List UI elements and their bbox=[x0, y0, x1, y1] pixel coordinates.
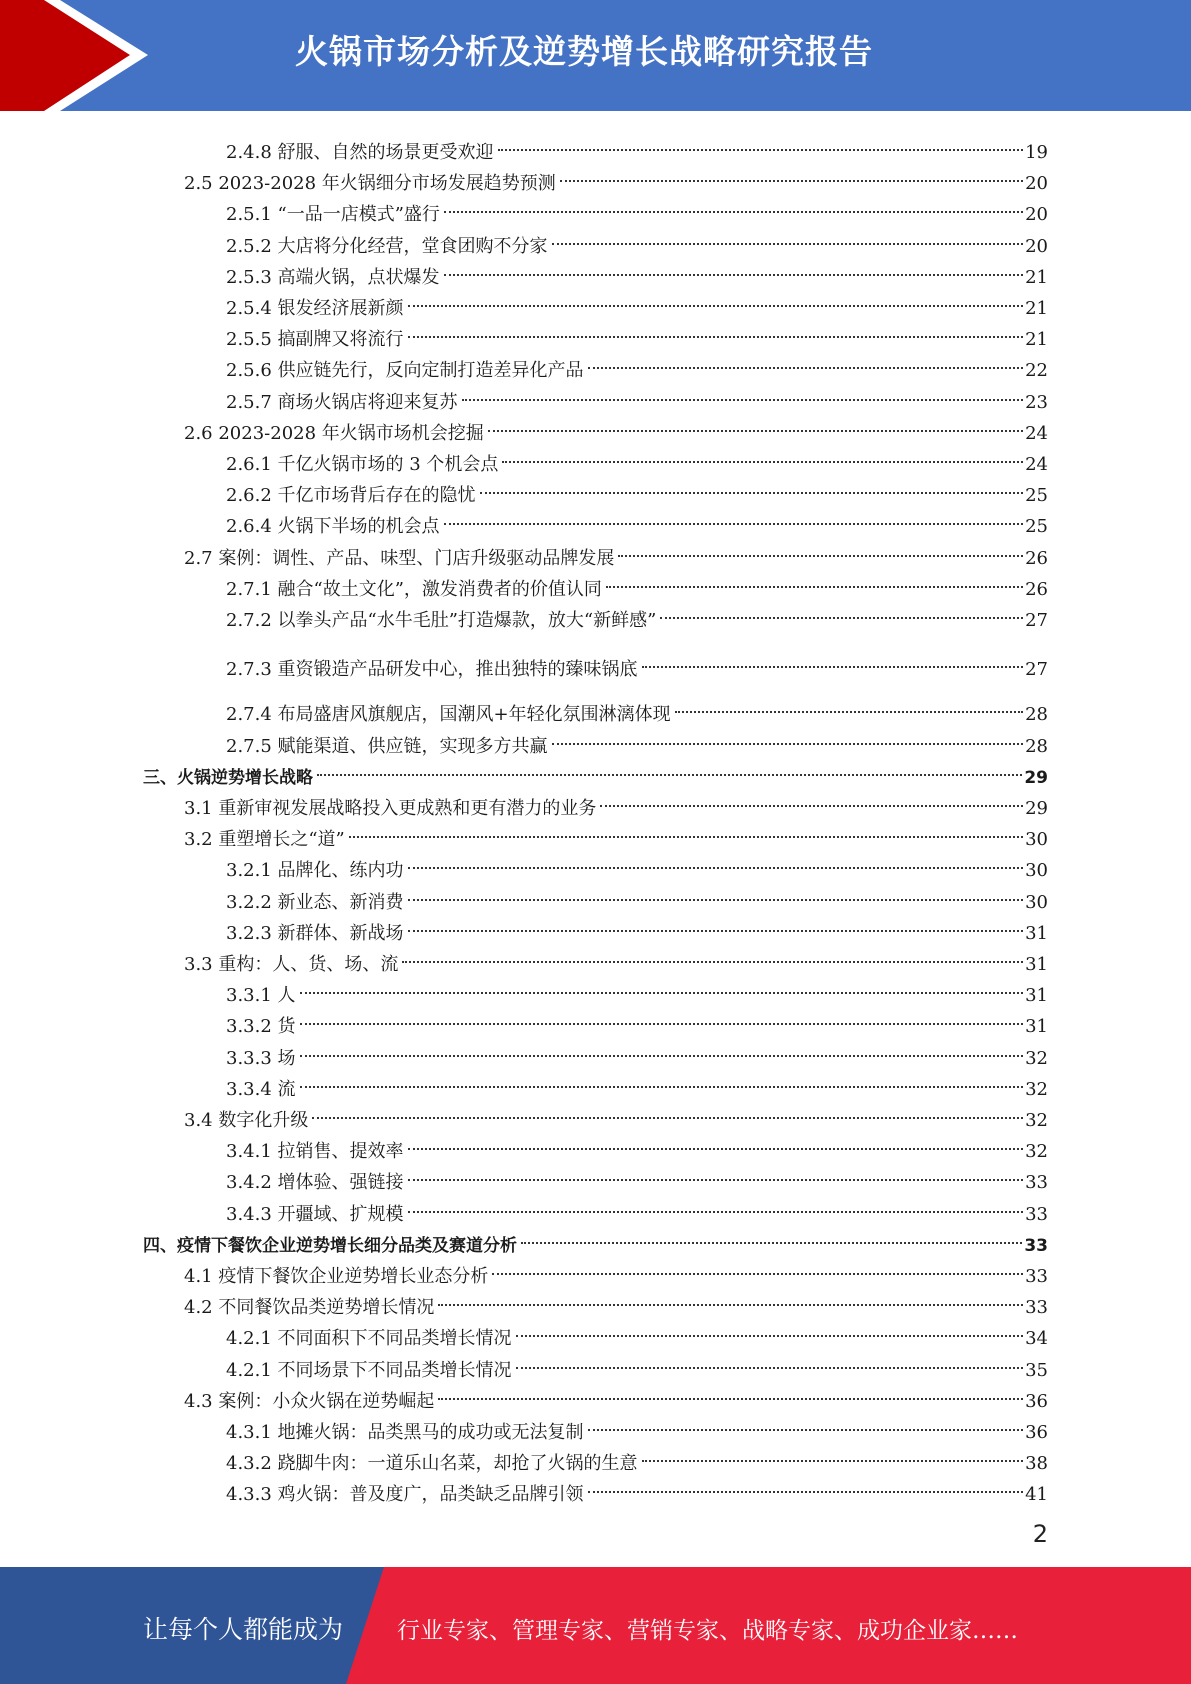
toc-entry[interactable] bbox=[226, 1410, 1048, 1443]
toc-entry-title: 四、疫情下餐饮企业逆势增长细分品类及赛道分析 bbox=[143, 1235, 517, 1256]
footer-slogan-right: 行业专家、管理专家、营销专家、战略专家、成功企业家…… bbox=[397, 1618, 1018, 1644]
toc-dot-leader bbox=[552, 217, 1024, 245]
toc-dot-leader bbox=[300, 1060, 1024, 1088]
toc-dot-leader bbox=[588, 341, 1024, 369]
toc-entry-title: 3.4.2 增体验、强链接 bbox=[226, 1172, 404, 1194]
toc-entry-page: 28 bbox=[1025, 735, 1048, 757]
toc-entry-title: 4.2 不同餐饮品类逆势增长情况 bbox=[184, 1297, 435, 1319]
toc-dot-leader bbox=[317, 748, 1022, 776]
toc-entry-page: 19 bbox=[1025, 142, 1048, 163]
toc-entry-title: 3.2.1 品牌化、练内功 bbox=[226, 860, 404, 882]
toc-entry-title: 4.2.1 不同场景下不同品类增长情况 bbox=[226, 1359, 512, 1381]
toc-entry-page: 33 bbox=[1025, 1203, 1048, 1225]
toc-entry[interactable] bbox=[226, 286, 1048, 319]
toc-entry-page: 32 bbox=[1025, 1047, 1048, 1069]
toc-entry[interactable] bbox=[226, 1067, 1048, 1100]
toc-entry-page: 26 bbox=[1025, 547, 1048, 569]
toc-dot-leader bbox=[642, 640, 1024, 668]
toc-entry-page: 30 bbox=[1025, 891, 1048, 913]
toc-entry[interactable] bbox=[226, 848, 1048, 882]
toc-entry-page: 35 bbox=[1025, 1359, 1048, 1381]
toc-entry-page: 32 bbox=[1025, 1141, 1048, 1163]
toc-entry-page: 20 bbox=[1025, 173, 1048, 195]
toc-entry-title: 3.1 重新审视发展战略投入更成熟和更有潜力的业务 bbox=[184, 798, 597, 819]
toc-dot-leader bbox=[502, 435, 1023, 463]
toc-entry-title: 2.7.3 重资锻造产品研发中心，推出独特的臻味锅底 bbox=[226, 659, 638, 681]
toc-entry-title: 2.5.2 大店将分化经营，堂食团购不分家 bbox=[226, 235, 548, 257]
toc-entry-page: 41 bbox=[1025, 1484, 1048, 1506]
toc-entry[interactable] bbox=[143, 755, 1048, 788]
toc-dot-leader bbox=[606, 560, 1023, 588]
toc-dot-leader bbox=[300, 1029, 1024, 1057]
toc-entry[interactable] bbox=[226, 473, 1048, 507]
toc-entry-title: 3.3 重构：人、货、场、流 bbox=[184, 954, 399, 975]
toc-entry-title: 3.2.2 新业态、新消费 bbox=[226, 891, 404, 913]
toc-entry-title: 3.2 重塑增长之“道” bbox=[184, 829, 345, 851]
toc-entry[interactable] bbox=[226, 1192, 1048, 1225]
toc-dot-leader bbox=[660, 591, 1023, 619]
toc-dot-leader bbox=[408, 841, 1024, 869]
toc-entry[interactable] bbox=[226, 380, 1048, 413]
toc-entry-title: 3.2.3 新群体、新战场 bbox=[226, 922, 404, 944]
toc-dot-leader bbox=[642, 1434, 1024, 1462]
page-number: 2 bbox=[1032, 1520, 1048, 1548]
toc-entry-title: 2.5.7 商场火锅店将迎来复苏 bbox=[226, 391, 458, 413]
toc-dot-leader bbox=[408, 1185, 1024, 1213]
toc-entry-page: 20 bbox=[1025, 235, 1048, 257]
toc-entry[interactable] bbox=[226, 1348, 1048, 1381]
toc-entry-title: 4.2.1 不同面积下不同品类增长情况 bbox=[226, 1328, 512, 1350]
toc-dot-leader bbox=[618, 529, 1023, 557]
toc-entry[interactable] bbox=[184, 1098, 1048, 1131]
toc-entry-page: 32 bbox=[1025, 1078, 1048, 1100]
toc-dot-leader bbox=[462, 373, 1024, 401]
toc-entry[interactable] bbox=[184, 817, 1048, 851]
toc-entry-page: 32 bbox=[1025, 1110, 1048, 1131]
toc-entry[interactable] bbox=[226, 1160, 1048, 1194]
toc-dot-leader bbox=[402, 935, 1023, 963]
toc-dot-leader bbox=[408, 873, 1024, 901]
toc-entry-title: 2.7.2 以拳头产品“水牛毛肚”打造爆款，放大“新鲜感” bbox=[226, 610, 657, 631]
toc-entry[interactable] bbox=[226, 1441, 1048, 1475]
toc-entry-page: 28 bbox=[1025, 704, 1048, 726]
toc-entry[interactable] bbox=[226, 1004, 1048, 1038]
toc-entry[interactable] bbox=[184, 1379, 1048, 1412]
toc-dot-leader bbox=[408, 279, 1024, 307]
toc-dot-leader bbox=[408, 1122, 1024, 1150]
toc-entry[interactable] bbox=[184, 1285, 1048, 1319]
toc-entry-page: 25 bbox=[1025, 485, 1048, 507]
toc-dot-leader bbox=[498, 123, 1024, 151]
toc-entry-title: 2.5.3 高端火锅，点状爆发 bbox=[226, 266, 440, 288]
toc-entry[interactable] bbox=[184, 942, 1048, 975]
toc-entry-title: 三、火锅逆势增长战略 bbox=[143, 767, 313, 788]
toc-entry-page: 29 bbox=[1025, 798, 1048, 819]
toc-dot-leader bbox=[408, 1153, 1024, 1181]
toc-entry[interactable] bbox=[184, 1254, 1048, 1287]
toc-entry[interactable] bbox=[226, 911, 1048, 944]
toc-entry[interactable] bbox=[226, 130, 1048, 163]
toc-entry-title: 2.6.2 千亿市场背后存在的隐忧 bbox=[226, 485, 476, 507]
toc-dot-leader bbox=[312, 1091, 1023, 1119]
toc-dot-leader bbox=[516, 1341, 1024, 1369]
footer-slogan-left: 让每个人都能成为 bbox=[143, 1615, 344, 1644]
toc-entry-title: 2.5 2023-2028 年火锅细分市场发展趋势预测 bbox=[184, 173, 556, 195]
toc-entry[interactable] bbox=[184, 411, 1048, 444]
page-header bbox=[0, 0, 1191, 111]
toc-entry-title: 2.6 2023-2028 年火锅市场机会挖掘 bbox=[184, 422, 484, 444]
toc-entry-page: 33 bbox=[1025, 1266, 1048, 1287]
toc-entry-page: 31 bbox=[1025, 954, 1048, 975]
toc-entry[interactable] bbox=[226, 348, 1048, 382]
report-title: 火锅市场分析及逆势增长战略研究报告 bbox=[295, 32, 873, 71]
toc-entry-title: 2.5.5 搞副牌又将流行 bbox=[226, 329, 404, 351]
toc-dot-leader bbox=[600, 779, 1023, 807]
toc-dot-leader bbox=[408, 310, 1024, 338]
page-footer bbox=[0, 1567, 1191, 1684]
toc-entry-page: 31 bbox=[1025, 1016, 1048, 1038]
toc-entry[interactable] bbox=[226, 567, 1048, 600]
toc-entry[interactable] bbox=[226, 224, 1048, 257]
toc-entry-title: 4.3 案例：小众火锅在逆势崛起 bbox=[184, 1390, 435, 1412]
toc-entry-title: 2.7.1 融合“故土文化”，激发消费者的价值认同 bbox=[226, 578, 602, 600]
toc-entry[interactable] bbox=[226, 647, 1048, 681]
toc-entry[interactable] bbox=[226, 724, 1048, 757]
toc-entry-title: 3.3.2 货 bbox=[226, 1016, 296, 1038]
toc-entry-title: 2.4.8 舒服、自然的场景更受欢迎 bbox=[226, 142, 494, 163]
toc-entry-title: 4.1 疫情下餐饮企业逆势增长业态分析 bbox=[184, 1266, 489, 1287]
toc-entry-title: 3.4 数字化升级 bbox=[184, 1110, 309, 1131]
toc-dot-leader bbox=[560, 154, 1023, 182]
toc-entry-page: 33 bbox=[1024, 1235, 1048, 1256]
toc-entry[interactable] bbox=[143, 1223, 1048, 1256]
toc-entry[interactable] bbox=[226, 1129, 1048, 1163]
toc-entry-title: 3.4.3 开疆域、扩规模 bbox=[226, 1203, 404, 1225]
toc-entry-page: 27 bbox=[1025, 659, 1048, 681]
toc-entry-page: 33 bbox=[1025, 1297, 1048, 1319]
toc-dot-leader bbox=[588, 1465, 1024, 1493]
toc-dot-leader bbox=[438, 1372, 1023, 1400]
toc-entry-title: 2.6.4 火锅下半场的机会点 bbox=[226, 516, 440, 538]
toc-entry-page: 21 bbox=[1025, 329, 1048, 351]
toc-entry-page: 31 bbox=[1025, 922, 1048, 944]
toc-dot-leader bbox=[444, 248, 1024, 276]
toc-dot-leader bbox=[588, 1403, 1024, 1431]
toc-entry[interactable] bbox=[226, 692, 1048, 726]
toc-dot-leader bbox=[492, 1247, 1023, 1275]
toc-entry-title: 2.7 案例：调性、产品、味型、门店升级驱动品牌发展 bbox=[184, 547, 615, 569]
toc-dot-leader bbox=[516, 1309, 1024, 1337]
toc-entry-title: 3.3.4 流 bbox=[226, 1078, 296, 1100]
toc-dot-leader bbox=[521, 1216, 1022, 1244]
toc-entry-page: 25 bbox=[1025, 516, 1048, 538]
toc-entry-page: 33 bbox=[1025, 1172, 1048, 1194]
toc-entry[interactable] bbox=[184, 786, 1048, 819]
toc-entry-title: 4.3.2 跷脚牛肉：一道乐山名菜，却抢了火锅的生意 bbox=[226, 1453, 638, 1475]
toc-entry-page: 21 bbox=[1025, 266, 1048, 288]
toc-entry-page: 30 bbox=[1025, 829, 1048, 851]
header-arrow-decoration bbox=[0, 0, 160, 111]
toc-entry-page: 22 bbox=[1025, 360, 1048, 382]
toc-entry-page: 38 bbox=[1025, 1453, 1048, 1475]
toc-entry[interactable] bbox=[226, 255, 1048, 288]
toc-dot-leader bbox=[349, 810, 1023, 838]
toc-entry[interactable] bbox=[226, 973, 1048, 1007]
toc-dot-leader bbox=[300, 966, 1024, 994]
toc-entry-title: 3.3.1 人 bbox=[226, 985, 296, 1007]
toc-entry[interactable] bbox=[226, 1316, 1048, 1350]
toc-entry-title: 3.4.1 拉销售、提效率 bbox=[226, 1141, 404, 1163]
toc-entry-title: 2.5.1 “一品一店模式”盛行 bbox=[226, 204, 440, 226]
toc-entry[interactable] bbox=[226, 442, 1048, 475]
toc-entry-page: 24 bbox=[1025, 454, 1048, 475]
toc-entry-page: 36 bbox=[1025, 1422, 1048, 1443]
toc-entry-title: 2.7.4 布局盛唐风旗舰店，国潮风+年轻化氛围淋漓体现 bbox=[226, 704, 671, 726]
toc-dot-leader bbox=[300, 997, 1024, 1025]
toc-entry-page: 34 bbox=[1025, 1328, 1048, 1350]
toc-dot-leader bbox=[408, 904, 1024, 932]
toc-entry-page: 30 bbox=[1025, 860, 1048, 882]
toc-entry[interactable] bbox=[184, 161, 1048, 195]
toc-entry-page: 24 bbox=[1025, 422, 1048, 444]
toc-dot-leader bbox=[675, 685, 1023, 713]
toc-entry-page: 23 bbox=[1025, 391, 1048, 413]
toc-entry[interactable] bbox=[184, 536, 1048, 569]
toc-entry[interactable] bbox=[226, 598, 1048, 631]
toc-entry-title: 2.5.4 银发经济展新颜 bbox=[226, 298, 404, 319]
toc-entry-page: 29 bbox=[1024, 767, 1048, 788]
toc-dot-leader bbox=[552, 717, 1024, 745]
toc-entry[interactable] bbox=[226, 192, 1048, 226]
toc-entry[interactable] bbox=[226, 504, 1048, 538]
toc-entry-title: 4.3.3 鸡火锅：普及度广，品类缺乏品牌引领 bbox=[226, 1484, 584, 1506]
toc-entry[interactable] bbox=[226, 1472, 1048, 1506]
toc-entry-page: 20 bbox=[1025, 204, 1048, 226]
toc-entry[interactable] bbox=[226, 1036, 1048, 1069]
toc-dot-leader bbox=[488, 404, 1023, 432]
toc-entry-page: 21 bbox=[1025, 298, 1048, 319]
toc-entry-title: 3.3.3 场 bbox=[226, 1047, 296, 1069]
toc-entry-page: 36 bbox=[1025, 1390, 1048, 1412]
toc-entry-title: 2.5.6 供应链先行，反向定制打造差异化产品 bbox=[226, 360, 584, 382]
toc-dot-leader bbox=[480, 466, 1024, 494]
toc-entry[interactable] bbox=[226, 317, 1048, 351]
toc-dot-leader bbox=[444, 185, 1023, 213]
toc-entry[interactable] bbox=[226, 880, 1048, 913]
toc-dot-leader bbox=[444, 497, 1024, 525]
toc-entry-page: 27 bbox=[1025, 610, 1048, 631]
toc-entry-page: 26 bbox=[1025, 578, 1048, 600]
toc-entry-title: 4.3.1 地摊火锅：品类黑马的成功或无法复制 bbox=[226, 1422, 584, 1443]
toc-entry-title: 2.6.1 千亿火锅市场的 3 个机会点 bbox=[226, 454, 499, 475]
toc-entry-page: 31 bbox=[1025, 985, 1048, 1007]
toc-dot-leader bbox=[438, 1278, 1023, 1306]
toc-entry-title: 2.7.5 赋能渠道、供应链，实现多方共赢 bbox=[226, 735, 548, 757]
